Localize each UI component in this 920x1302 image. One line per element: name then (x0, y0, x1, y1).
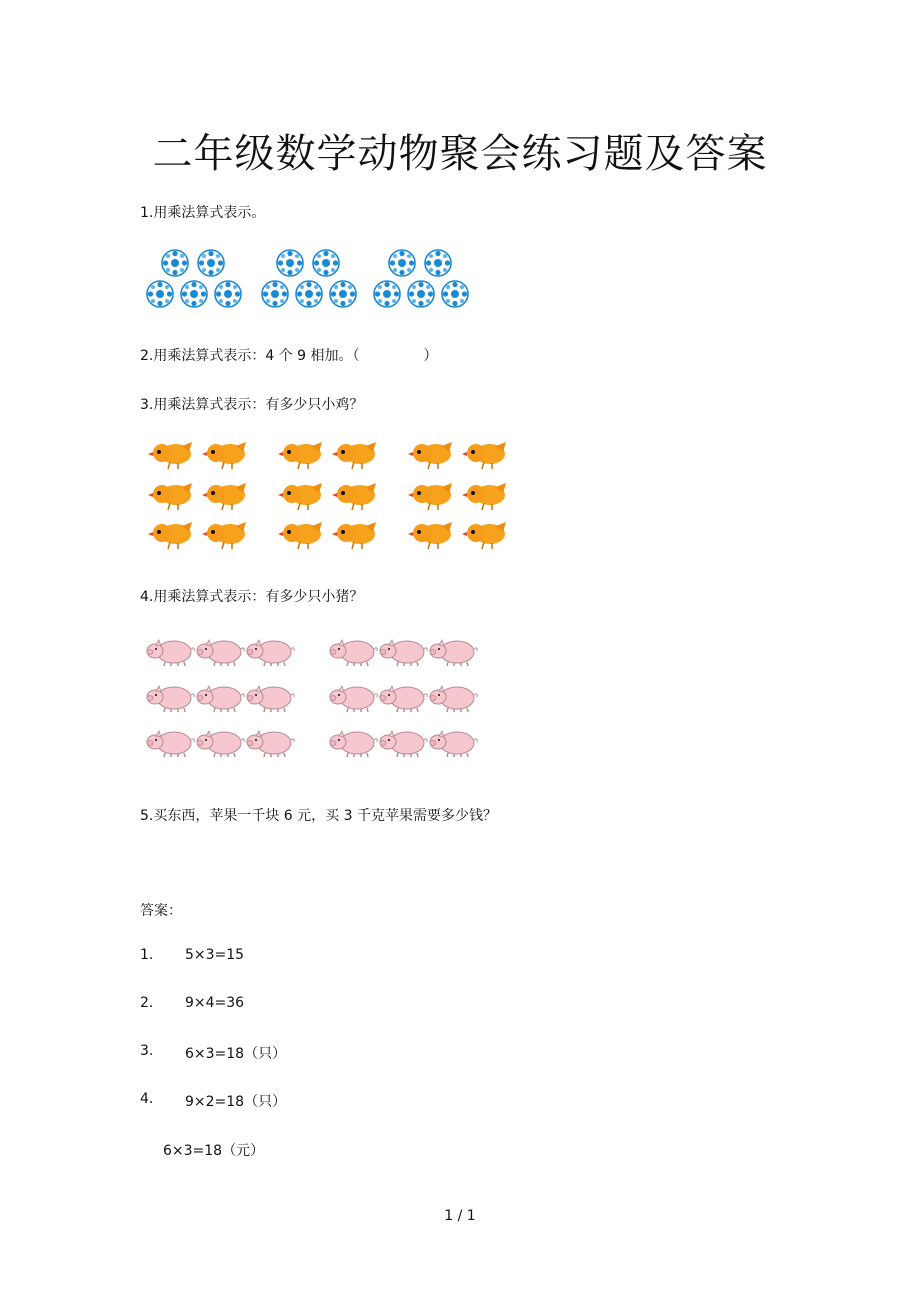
pig-icon (197, 686, 244, 712)
chick-icon (408, 442, 452, 469)
pig-icon (330, 731, 377, 757)
soccer-ball-icon (147, 281, 173, 307)
question-3: 3.用乘法算式表示：有多少只小鸡？ (140, 397, 364, 413)
chick-icon (408, 483, 452, 510)
chick-icon (408, 522, 452, 549)
soccer-ball-icon (408, 281, 434, 307)
soccer-ball-icon (181, 281, 207, 307)
answer-equation: 9×4=36 (185, 995, 245, 1011)
soccer-ball-icon (262, 281, 288, 307)
soccer-ball-icon (389, 250, 415, 276)
chick-icon (148, 442, 192, 469)
answers-heading: 答案： (140, 903, 182, 919)
soccer-ball-icon (374, 281, 400, 307)
soccer-ball-icon (198, 250, 224, 276)
question-1: 1.用乘法算式表示。 (140, 205, 266, 221)
question-2-text: 2.用乘法算式表示：4 个 9 相加。（ (140, 348, 360, 364)
pig-icon (247, 640, 294, 666)
pig-icon (430, 686, 477, 712)
chick-icon (332, 442, 376, 469)
soccer-ball-icon (313, 250, 339, 276)
pig-icon (430, 640, 477, 666)
pig-icon (247, 686, 294, 712)
chick-icon (462, 442, 506, 469)
soccer-ball-group (147, 250, 468, 307)
answer-number: 4. (140, 1091, 154, 1107)
pig-icon (147, 640, 194, 666)
answer-number: 2. (140, 995, 154, 1011)
answer-equation: 6×3=18（元） (163, 1143, 265, 1159)
chick-icon (202, 442, 246, 469)
chick-icon (278, 483, 322, 510)
pig-icon (147, 731, 194, 757)
page-number: 1 / 1 (444, 1208, 476, 1224)
question-2 (140, 345, 438, 365)
soccer-ball-icon (442, 281, 468, 307)
chick-group (148, 442, 506, 549)
soccer-ball-icon (277, 250, 303, 276)
pig-group (147, 640, 477, 757)
chick-icon (278, 522, 322, 549)
pig-icon (147, 686, 194, 712)
pig-icon (197, 640, 244, 666)
soccer-ball-icon (330, 281, 356, 307)
pig-icon (380, 640, 427, 666)
chick-icon (462, 522, 506, 549)
answer-equation: 9×2=18（只） (185, 1094, 287, 1110)
soccer-ball-icon (215, 281, 241, 307)
chick-icon (148, 522, 192, 549)
soccer-ball-icon (162, 250, 188, 276)
pig-icon (430, 731, 477, 757)
pig-icon (247, 731, 294, 757)
answer-number: 1. (140, 947, 154, 963)
pig-icon (380, 686, 427, 712)
chick-icon (332, 483, 376, 510)
pig-icon (330, 640, 377, 666)
question-2-close: ） (423, 348, 438, 364)
chick-icon (462, 483, 506, 510)
chick-icon (202, 483, 246, 510)
chick-icon (332, 522, 376, 549)
question-5: 5.买东西，苹果一千块 6 元，买 3 千克苹果需要多少钱？ (140, 808, 497, 824)
answer-equation: 5×3=15 (185, 947, 245, 963)
chick-icon (148, 483, 192, 510)
soccer-ball-icon (425, 250, 451, 276)
pig-icon (197, 731, 244, 757)
page-title: 二年级数学动物聚会练习题及答案 (152, 131, 768, 177)
soccer-ball-icon (296, 281, 322, 307)
chick-icon (202, 522, 246, 549)
question-4: 4.用乘法算式表示：有多少只小猪？ (140, 589, 364, 605)
answer-equation: 6×3=18（只） (185, 1046, 287, 1062)
pig-icon (330, 686, 377, 712)
answer-number: 3. (140, 1043, 154, 1059)
chick-icon (278, 442, 322, 469)
pig-icon (380, 731, 427, 757)
